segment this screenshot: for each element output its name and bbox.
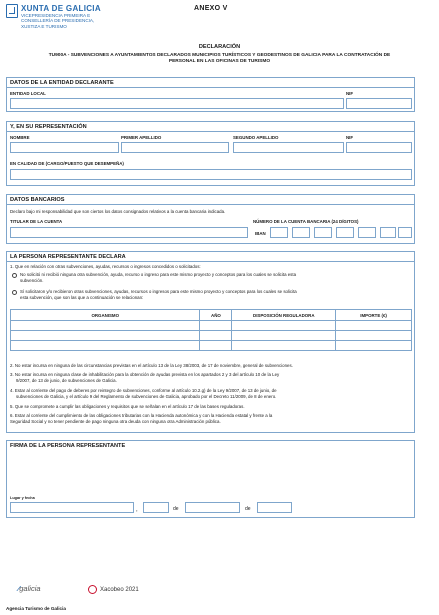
mes-input[interactable] xyxy=(185,502,240,513)
galicia-logo xyxy=(18,584,41,593)
segundo-apellido-input[interactable] xyxy=(233,142,344,153)
subvenciones-table xyxy=(10,309,412,351)
subtitle-line-2: PERSONAL EN LAS OFICINAS DE TURISMO xyxy=(168,59,271,64)
section-firma xyxy=(6,440,415,518)
logo-dept-line-1: VICEPRESIDENCIA PRIMEIRA E xyxy=(21,13,91,18)
section-title: DATOS BANCARIOS xyxy=(7,195,414,205)
lugar-input[interactable] xyxy=(10,502,134,513)
section-bancarios xyxy=(6,194,415,244)
col-anio: AÑO xyxy=(200,310,232,321)
lugar-fecha-label: Lugar y fecha xyxy=(10,496,35,500)
iban-input-2[interactable] xyxy=(292,227,310,238)
calidad-label: EN CALIDAD DE (CARGO/PUESTO QUE DESEMPEÑA) xyxy=(10,161,124,166)
document-title: DECLARACIÓN xyxy=(198,44,241,50)
section-representacion xyxy=(6,121,415,186)
xunta-emblem-icon xyxy=(6,4,18,18)
primer-apellido-label: PRIMER APELLIDO xyxy=(121,135,162,140)
section-title: Y, EN SU REPRESENTACIÓN xyxy=(7,122,414,132)
iban-input-7[interactable] xyxy=(398,227,412,238)
section-title: LA PERSONA REPRESENTANTE DECLARA xyxy=(7,252,414,262)
xacobeo-emblem-icon xyxy=(88,585,97,594)
declara-item-5: 5. Que se compromete a cumplir las obligaciones y requisitos que se señalan en el artículo 17 de las bases reguladoras. xyxy=(10,404,245,409)
numero-cuenta-label: NÚMERO DE LA CUENTA BANCARIA (24 DÍGITOS) xyxy=(253,219,359,224)
logo-dept-line-2: CONSELLERÍA DE PRESIDENCIA, xyxy=(21,18,95,24)
xacobeo-logo xyxy=(88,585,139,594)
titular-input[interactable] xyxy=(10,227,248,238)
nombre-input[interactable] xyxy=(10,142,119,153)
subtitle-line-1: TU900A - SUBVENCIONES A AYUNTAMIENTOS DECLARADOS MUNICIPIOS TURÍSTICOS Y GEODESTINOS DE GALICIA PARA LA CONTRATACIÓN DE xyxy=(48,53,391,58)
entidad-local-label: ENTIDAD LOCAL xyxy=(10,91,46,96)
radio-no-solicito[interactable] xyxy=(12,273,17,278)
table-header-row xyxy=(11,310,412,321)
col-disposicion: DISPOSICIÓN REGULADORA xyxy=(232,310,336,321)
table-row xyxy=(11,321,412,331)
agency-name: Agencia Turismo de Galicia xyxy=(6,606,66,611)
iban-input-5[interactable] xyxy=(358,227,376,238)
galicia-swoosh-icon: ⁄ xyxy=(18,584,20,593)
iban-input-6[interactable] xyxy=(380,227,396,238)
option-no-solicito: No solicitó ni recibió ninguna otra subvención, ayuda, recurso o ingreso para este mismo proyecto y conceptos para los cuales se solicita esta xyxy=(20,272,297,277)
galicia-logo-text: galicia xyxy=(19,584,41,593)
entidad-nif-input[interactable] xyxy=(346,98,412,109)
option-si-solicito-cont: esta subvención, que son las que a continuación se relacionan: xyxy=(20,295,144,300)
entidad-nif-label: NIF xyxy=(346,91,354,96)
document-subtitle xyxy=(30,53,409,65)
section-entidad xyxy=(6,77,415,112)
declara-item-3b: 9/2007, de 13 de junio, de subvenciones de Galicia. xyxy=(16,378,117,383)
table-row xyxy=(11,341,412,351)
anio-input[interactable] xyxy=(257,502,292,513)
iban-input-1[interactable] xyxy=(270,227,288,238)
declara-item-6a: 6. Estar al corriente del cumplimiento de las obligaciones tributarias con la Hacienda autonómica y con la Hacienda estatal y frente a la xyxy=(10,413,273,418)
de-separator-1: de xyxy=(173,506,179,512)
declara-item-1: 1. Que en relación con otras subvenciones, ayudas, recursos o ingresos concedidos o solicitados: xyxy=(10,264,201,269)
footer-logos xyxy=(18,583,218,599)
xacobeo-logo-text: Xacobeo 2021 xyxy=(100,586,139,593)
iban-input-4[interactable] xyxy=(336,227,354,238)
option-si-solicito: Sí solicitaron y/o recibieron otras subvenciones, ayudas, recursos o ingresos para este mismo proyecto y conceptos para los cuales se solicita xyxy=(20,289,297,294)
dia-input[interactable] xyxy=(143,502,169,513)
col-importe: IMPORTE (€) xyxy=(336,310,412,321)
calidad-input[interactable] xyxy=(10,169,412,180)
declara-item-6b: Seguridad Social y no tener pendiente de pago ninguna otra deuda con ninguna otra Administración pública. xyxy=(10,419,221,424)
nombre-label: NOMBRE xyxy=(10,135,30,140)
anexo-label: ANEXO V xyxy=(194,5,228,12)
segundo-apellido-label: SEGUNDO APELLIDO xyxy=(233,135,279,140)
declara-item-2: 2. No estar incursa en ninguna de las circunstancias previstas en el artículo 13 de la Ley 38/2003, de 17 de noviembre, general de subvenciones. xyxy=(10,363,293,368)
comma-separator: , xyxy=(136,507,138,513)
col-organismo: ORGANISMO xyxy=(11,310,200,321)
titular-label: TITULAR DE LA CUENTA xyxy=(10,219,63,224)
representante-nif-input[interactable] xyxy=(346,142,412,153)
logo-name: XUNTA DE GALICIA xyxy=(21,4,101,13)
declara-item-4b: subvenciones de Galicia, y el artículo 9 del Reglamento de subvenciones de Galicia, aprobado por el Decreto 11/2009, de 8 de enero. xyxy=(16,394,277,399)
section-title: DATOS DE LA ENTIDAD DECLARANTE xyxy=(7,78,414,88)
representante-nif-label: NIF xyxy=(346,135,354,140)
bancarios-intro: Declaro bajo mi responsabilidad que son ciertos los datos consignados relativos a la cuenta bancaria indicada. xyxy=(10,209,226,214)
xunta-logo xyxy=(6,4,101,29)
option-no-solicito-cont: subvención. xyxy=(20,278,44,283)
logo-dept-line-3: XUSTIZA E TURISMO xyxy=(21,23,67,29)
entidad-local-input[interactable] xyxy=(10,98,344,109)
table-row xyxy=(11,331,412,341)
iban-label: IBAN xyxy=(255,231,266,236)
primer-apellido-input[interactable] xyxy=(121,142,229,153)
de-separator-2: de xyxy=(245,506,251,512)
radio-si-solicito[interactable] xyxy=(12,290,17,295)
iban-input-3[interactable] xyxy=(314,227,332,238)
section-declara xyxy=(6,251,415,433)
declara-item-3a: 3. No estar incursa en ninguna clase de inhabilitación para la obtención de ayudas prevista en los apartados 2 y 3 del artículo 10 de la Ley xyxy=(10,372,280,377)
page-header xyxy=(6,4,433,36)
declara-item-4a: 4. Estar al corriente del pago de deberes por reintegro de subvenciones, conforme al artículo 10.2.g) de la Ley 9/2007, de 13 de junio, de xyxy=(10,388,277,393)
section-title: FIRMA DE LA PERSONA REPRESENTANTE xyxy=(10,443,126,449)
